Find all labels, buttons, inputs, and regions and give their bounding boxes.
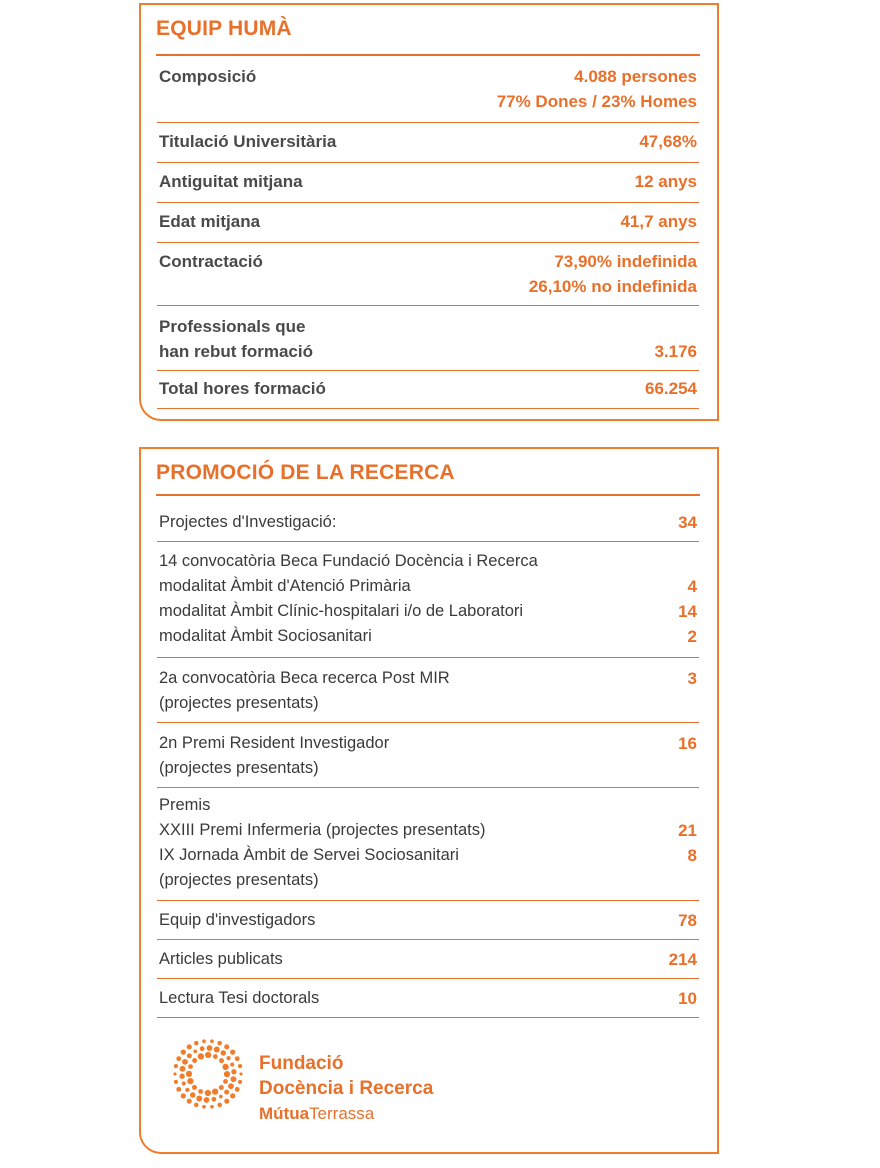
row-label: Titulació Universitària	[159, 132, 337, 151]
row-label: 14 convocatòria Beca Fundació Docència i Recerca modalitat Àmbit d'Atenció Primària modalitat Àmbit Clínic-hospitalari i/o de Laboratori modalitat Àmbit Sociosanitari	[159, 552, 538, 645]
row-value: 34	[678, 513, 697, 532]
table-row	[157, 788, 699, 901]
table-row	[157, 723, 699, 788]
table-row	[157, 658, 699, 723]
table-row	[157, 979, 699, 1018]
row-value: 3	[687, 669, 697, 688]
table-row	[157, 502, 699, 542]
row-value: 3.176	[654, 342, 697, 361]
row-value: 21 8	[678, 821, 697, 865]
equip-huma-title: EQUIP HUMÀ	[156, 17, 292, 40]
row-label: Equip d'investigadors	[159, 911, 316, 929]
row-value: 4 14 2	[678, 577, 697, 646]
title-divider	[156, 494, 700, 496]
table-row	[157, 123, 699, 163]
logo-line-2: Docència i Recerca	[259, 1078, 434, 1099]
table-row	[157, 58, 699, 123]
equip-huma-table	[157, 58, 699, 409]
row-label: 2a convocatòria Beca recerca Post MIR (projectes presentats)	[159, 669, 450, 712]
row-label: 2n Premi Resident Investigador (projectes presentats)	[159, 734, 390, 777]
row-value: 66.254	[645, 379, 697, 398]
table-row	[157, 243, 699, 306]
fundacio-logo-text	[259, 1051, 433, 1126]
row-value: 10	[678, 989, 697, 1008]
row-value: 16	[678, 734, 697, 753]
row-label: Projectes d'Investigació:	[159, 513, 337, 531]
row-value: 47,68%	[639, 132, 697, 151]
row-label: Lectura Tesi doctorals	[159, 989, 320, 1007]
equip-huma-panel	[139, 3, 719, 421]
logo-line-1: Fundació	[259, 1053, 344, 1074]
table-row	[157, 371, 699, 409]
promocio-recerca-panel	[139, 447, 719, 1154]
table-row	[157, 163, 699, 203]
row-value: 41,7 anys	[620, 212, 697, 231]
row-value: 78	[678, 911, 697, 930]
promocio-recerca-title: PROMOCIÓ DE LA RECERCA	[156, 461, 455, 484]
row-value: 12 anys	[634, 172, 697, 191]
table-row	[157, 901, 699, 940]
row-value: 4.088 persones 77% Dones / 23% Homes	[496, 67, 697, 111]
row-value: 214	[668, 950, 697, 969]
table-row	[157, 542, 699, 658]
table-row	[157, 306, 699, 371]
row-label: Articles publicats	[159, 950, 283, 968]
logo-terrassa: Terrassa	[309, 1104, 375, 1123]
row-label: Antiguitat mitjana	[159, 172, 303, 191]
row-label: Contractació	[159, 252, 263, 271]
promocio-recerca-table	[157, 502, 699, 1018]
table-row	[157, 203, 699, 243]
row-label: Composició	[159, 67, 257, 86]
logo-line-3	[259, 1101, 433, 1126]
row-label: Premis XXIII Premi Infermeria (projectes presentats) IX Jornada Àmbit de Servei Sociosanitari (projectes presentats)	[159, 796, 486, 889]
row-label: Professionals que han rebut formació	[159, 317, 313, 361]
row-label: Total hores formació	[159, 379, 326, 398]
title-divider	[156, 54, 700, 56]
table-row	[157, 940, 699, 979]
logo-mutua-bold: Mútua	[259, 1104, 310, 1123]
fundacio-logo-icon	[171, 1037, 245, 1111]
row-value: 73,90% indefinida 26,10% no indefinida	[528, 252, 697, 296]
row-label: Edat mitjana	[159, 212, 261, 231]
